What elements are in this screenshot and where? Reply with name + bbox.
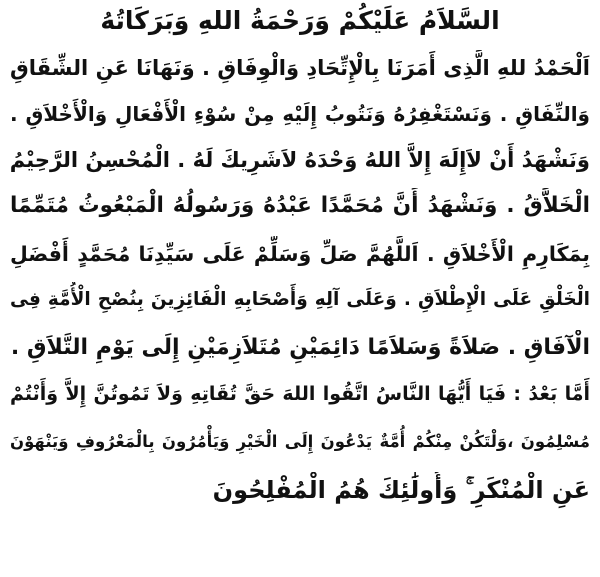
- text-line-3: وَنَشْهَدُ أَنْ لاَإِلَهَ إِلاَّ اللهُ وَحْدَهُ لاَشَرِيكَ لَهُ . الْمُحْسِنُ الرَّحِيْمُ: [10, 148, 590, 172]
- text-line-4: الْخَلاَّقُ . وَنَشْهَدُ أَنَّ مُحَمَّدًا عَبْدُهُ وَرَسُولُهُ الْمَبْعُوثُ مُتَمِّمًا: [10, 193, 590, 218]
- greeting-heading: السَّلاَمُ عَلَيْكُمْ وَرَحْمَةُ اللهِ وَبَرَكَاتُهُ: [100, 6, 500, 35]
- text-line-9: مُسْلِمُونَ ،وَلْتَكُنْ مِنْكُمْ أُمَّةٌ يَدْعُونَ إِلَى الْخَيْرِ وَيَأْمُرُونَ بِالْمَعْرُوفِ وَيَنْهَوْنَ: [10, 432, 590, 451]
- text-line-10: عَنِ الْمُنْكَرِ ۚ وَأُولَٰئِكَ هُمُ الْمُفْلِحُونَ: [212, 476, 590, 504]
- text-line-6: الْخَلْقِ عَلَى الْإِطْلاَقِ . وَعَلَى آلِهِ وَأَصْحَابِهِ الْفَائِزِينَ بِنُصْحِ الْأُمَّةِ فِى: [10, 289, 590, 310]
- text-line-5: بِمَكَارِمِ الْأَخْلاَقِ . اَللَّهُمَّ صَلِّ وَسَلِّمْ عَلَى سَيِّدِنَا مُحَمَّدٍ أَفْضَلِ: [10, 242, 590, 266]
- text-line-8: أَمَّا بَعْدُ : فَيَا أَيُّهَا النَّاسُ اتَّقُوا اللهَ حَقَّ تُقَاتِهِ وَلاَ تَمُوتُنَّ إِلاَّ وَأَنْتُمْ: [10, 383, 590, 405]
- text-line-7: الْآفَاقِ . صَلاَةً وَسَلاَمًا دَائِمَيْنِ مُتَلاَزِمَيْنِ إِلَى يَوْمِ التَّلاَقِ .: [10, 335, 590, 360]
- text-line-2: وَالنِّفَاقِ . وَنَسْتَغْفِرُهُ وَنَتُوبُ إِلَيْهِ مِنْ سُوْءِ الْأَفْعَالِ وَالْأَخْلاَقِ .: [10, 102, 590, 126]
- text-line-1: اَلْحَمْدُ للهِ الَّذِى أَمَرَنَا بِالْإِتِّحَادِ وَالْوِفَاقِ . وَنَهَانَا عَنِ الشِّقَاقِ: [10, 56, 590, 80]
